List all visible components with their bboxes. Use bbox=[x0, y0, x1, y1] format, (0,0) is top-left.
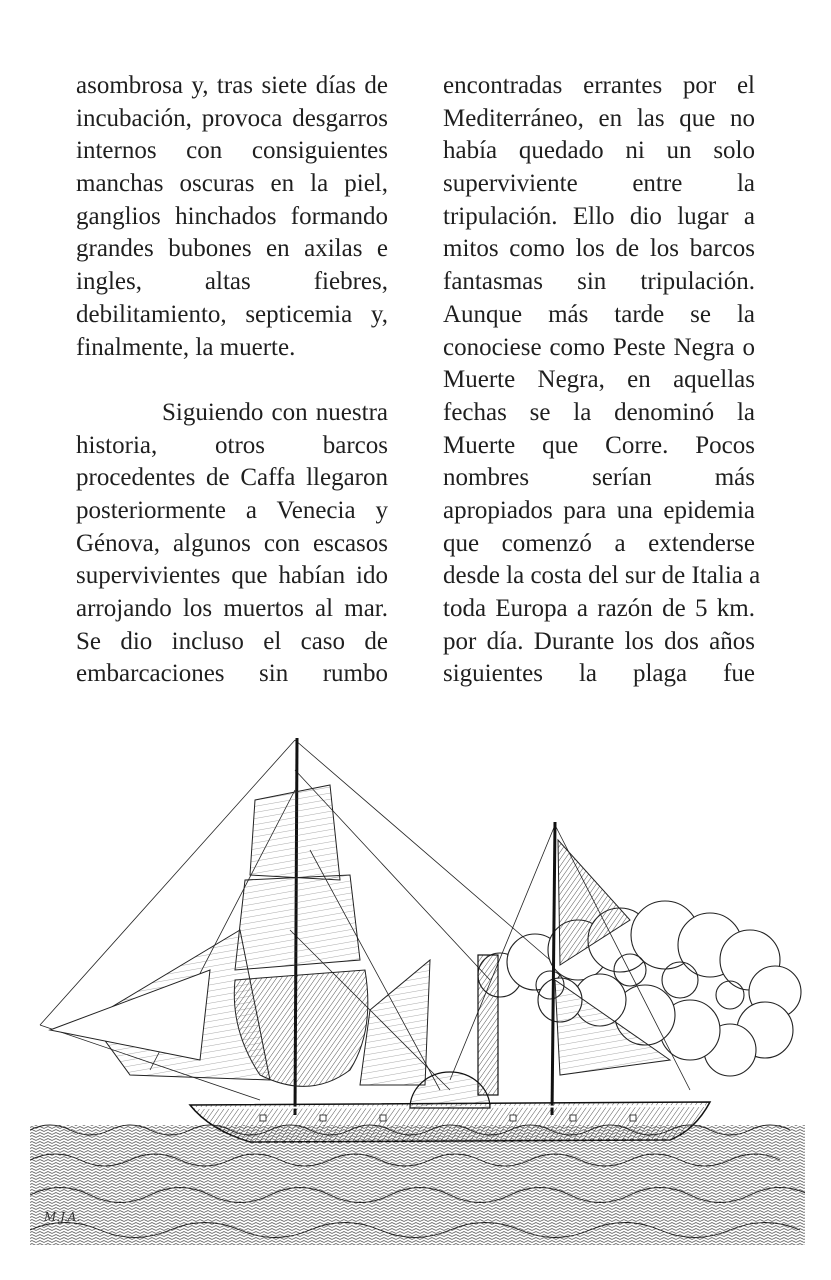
text-line: Mediterráneo, en las que no bbox=[443, 104, 755, 132]
text-line: conociese como Peste Negra o bbox=[443, 333, 755, 361]
text-line: incubación, provoca desgarros bbox=[76, 104, 388, 132]
text-line: mitos como los de los barcos bbox=[443, 235, 755, 263]
text-line: asombrosa y, tras siete días de bbox=[76, 72, 388, 99]
text-line: ingles, altas fiebres, bbox=[76, 268, 388, 296]
text-line: había quedado ni un solo bbox=[443, 137, 755, 165]
text-line: nombres serían más bbox=[443, 464, 755, 492]
paragraph-1 bbox=[76, 70, 388, 364]
text-line: manchas oscuras en la piel, bbox=[76, 170, 388, 198]
text-line: Muerte que Corre. Pocos bbox=[443, 431, 755, 459]
engraver-signature: M.J.A. bbox=[44, 1210, 81, 1224]
text-line: embarcaciones sin rumbo bbox=[76, 660, 388, 688]
text-line: Aunque más tarde se la bbox=[443, 300, 755, 328]
text-line: por día. Durante los dos años bbox=[443, 627, 755, 655]
text-line: supervivientes que habían ido bbox=[76, 562, 388, 590]
text-line: tripulación. Ello dio lugar a bbox=[443, 202, 755, 230]
paragraph-2 bbox=[76, 397, 388, 691]
text-line: Siguiendo con nuestra bbox=[162, 398, 388, 426]
text-line: ganglios hinchados formando bbox=[76, 202, 388, 230]
smokestack bbox=[478, 955, 498, 1095]
text-line: Se dio incluso el caso de bbox=[76, 627, 388, 655]
text-line: que comenzó a extenderse bbox=[443, 529, 755, 557]
text-line: Muerte Negra, en aquellas bbox=[443, 366, 755, 394]
text-line: historia, otros barcos bbox=[76, 431, 388, 459]
paragraph-gap bbox=[76, 364, 388, 397]
text-line: finalmente, la muerte. bbox=[76, 333, 296, 361]
right-text-column bbox=[443, 70, 761, 691]
text-line: fantasmas sin tripulación. bbox=[443, 268, 755, 296]
text-line: desde la costa del sur de Italia a bbox=[443, 562, 761, 590]
text-line: internos con consiguientes bbox=[76, 137, 388, 165]
text-line: toda Europa a razón de 5 km. bbox=[443, 595, 755, 622]
text-line: Génova, algunos con escasos bbox=[76, 529, 388, 557]
text-line: apropiados para una epidemia bbox=[443, 496, 755, 524]
left-text-column bbox=[76, 70, 388, 691]
text-line: siguientes la plaga fue bbox=[443, 660, 755, 688]
text-line: debilitamiento, septicemia y, bbox=[76, 300, 388, 328]
text-line: superviviente entre la bbox=[443, 170, 755, 198]
sails bbox=[50, 785, 670, 1086]
text-line: posteriormente a Venecia y bbox=[76, 496, 388, 524]
steamship-illustration bbox=[30, 730, 805, 1250]
text-line: arrojando los muertos al mar. bbox=[76, 595, 388, 622]
text-line: encontradas errantes por el bbox=[443, 72, 755, 99]
text-line: fechas se la denominó la bbox=[443, 398, 755, 426]
text-line: procedentes de Caffa llegaron bbox=[76, 464, 388, 492]
sea bbox=[30, 1125, 805, 1245]
text-line: grandes bubones en axilas e bbox=[76, 235, 388, 263]
